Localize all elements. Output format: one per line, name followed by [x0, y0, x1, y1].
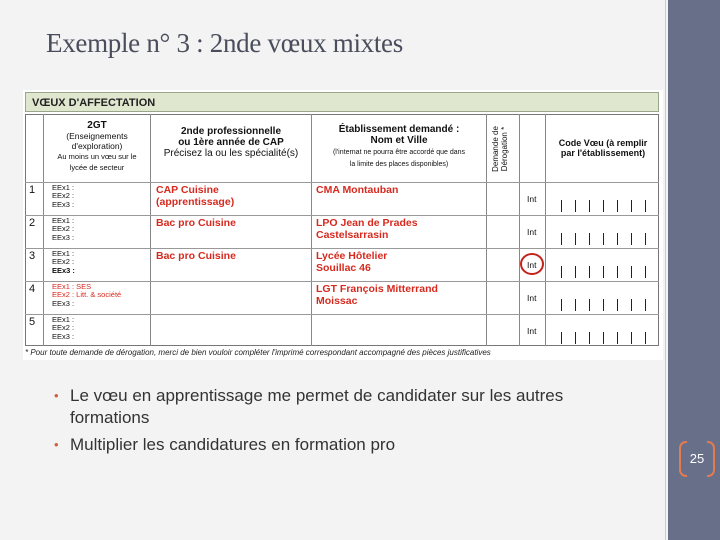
pro-specialite: CAP Cuisine (apprentissage) — [156, 184, 235, 208]
row-number: 1 — [29, 184, 36, 196]
grid-hline — [25, 182, 659, 183]
internat-label: Int — [527, 326, 537, 336]
col-header-gt: 2GT (Enseignements d'exploration) Au moins un vœu sur le lycée de secteur — [57, 120, 137, 172]
grid-hline — [25, 215, 659, 216]
internat-label: Int — [527, 293, 537, 303]
slide-title: Exemple n° 3 : 2nde vœux mixtes — [46, 28, 403, 58]
grid-vline — [150, 114, 151, 346]
grid-hline — [25, 314, 659, 315]
etablissement: LPO Jean de Prades Castelsarrasin — [316, 217, 418, 241]
row-number: 4 — [29, 283, 36, 295]
row-number: 3 — [29, 250, 36, 262]
row-number: 5 — [29, 316, 36, 328]
etablissement: LGT François Mitterrand Moissac — [316, 283, 438, 307]
eex-list: EEx1 : EEx2 : EEx3 : — [52, 183, 75, 209]
grid-vline — [43, 114, 44, 346]
grid-vline — [545, 114, 546, 346]
sidebar-divider — [665, 0, 666, 540]
code-voeu-boxes — [559, 299, 659, 311]
col-header-derogation: Demande de Dérogation * — [491, 126, 509, 172]
grid-vline — [486, 114, 487, 346]
col-header-etab: Établissement demandé : Nom et Ville (l'internat ne pourra être accordé que dans la limite des places disponibles) — [332, 124, 466, 168]
pro-specialite: Bac pro Cuisine — [156, 250, 236, 262]
form-header: VŒUX D'AFFECTATION — [25, 92, 659, 112]
code-voeu-boxes — [559, 332, 659, 344]
form-footnote: * Pour toute demande de dérogation, merci de bien vouloir compléter l'imprimé correspondant accompagné des pièces justificatives — [25, 348, 491, 357]
eex-list: EEx1 : EEx2 : EEx3 : — [52, 315, 75, 341]
internat-circled-mark — [520, 253, 544, 275]
bullet-dot-icon: • — [54, 437, 59, 452]
internat-label: Int — [527, 227, 537, 237]
internat-label: Int — [527, 260, 537, 270]
page-number: 25 — [689, 451, 705, 466]
bullet-list — [54, 385, 614, 461]
row-number: 2 — [29, 217, 36, 229]
page-number-badge — [679, 441, 715, 477]
pro-specialite: Bac pro Cuisine — [156, 217, 236, 229]
eex-list: EEx1 : SES EEx2 : Litt. & société EEx3 : — [52, 282, 122, 308]
code-voeu-boxes — [559, 266, 659, 278]
bullet-item: • Le vœu en apprentissage me permet de candidater sur les autres formations — [54, 386, 564, 427]
affectation-form-image — [23, 90, 663, 360]
col-header-pro: 2nde professionnelle ou 1ère année de CAP Précisez la ou les spécialité(s) — [163, 126, 299, 159]
etablissement: Lycée Hôtelier Souillac 46 — [316, 250, 388, 274]
eex-list: EEx1 : EEx2 : EEx3 : — [52, 216, 75, 242]
grid-hline — [25, 281, 659, 282]
grid-vline — [519, 114, 520, 346]
code-voeu-boxes — [559, 233, 659, 245]
col-header-code-voeu: Code Vœu (à remplir par l'établissement) — [558, 138, 648, 158]
grid-vline — [311, 114, 312, 346]
bullet-dot-icon: • — [54, 388, 59, 403]
etablissement: CMA Montauban — [316, 184, 399, 196]
internat-label: Int — [527, 194, 537, 204]
code-voeu-boxes — [559, 200, 659, 212]
grid-hline — [25, 248, 659, 249]
eex-list: EEx1 : EEx2 : EEx3 : — [52, 249, 75, 275]
bullet-item: • Multiplier les candidatures en formation pro — [54, 435, 396, 454]
